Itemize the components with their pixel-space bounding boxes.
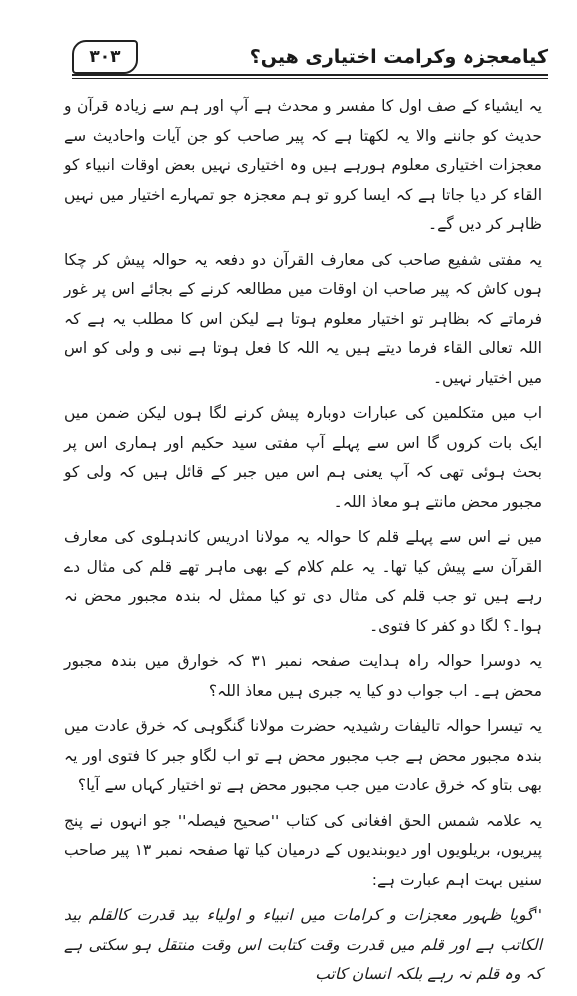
page-header bbox=[72, 40, 548, 82]
running-title: کیامعجزہ وکرامت اختیاری ھیں؟ bbox=[249, 46, 548, 68]
paragraph-6: یہ تیسرا حوالہ تالیفات رشیدیہ حضرت مولانا گنگوہی کہ خرق عادت میں بندہ مجبور محض ہے جب مجبور محض ہے تو اب لگاو جبر کا فتوی اور یہ بھی بتاو کہ خرق عادت میں جب مجبور محض ہے تو اختیار کہاں سے آیا؟ bbox=[64, 717, 542, 794]
page-body bbox=[64, 92, 542, 996]
page-number-badge: ۳۰۳ bbox=[72, 40, 138, 74]
paragraph-2: یہ مفتی شفیع صاحب کی معارف القرآن دو دفعہ یہ حوالہ پیش کر چکا ہوں کاش کہ پیر صاحب ان اوقات میں مطالعہ کرنے کے بجائے اس پر غور فرماتے کہ بظاہر تو اختیار معلوم ہوتا ہے لیکن اس کا مطلب یہ ہے کہ اللہ تعالی القاء فرما دیتے ہیں یہ اللہ کا فعل ہوتا ہے نبی و ولی کو اس میں اختیار نہیں۔ bbox=[64, 250, 542, 387]
paragraph-1: یہ ایشیاء کے صف اول کا مفسر و محدث ہے آپ اور ہم سے زیادہ قرآن و حدیث کو جاننے والا یہ لکھتا ہے کہ پیر صاحب کو جن آیات واحادیث سے معجزات اختیاری معلوم ہورہے ہیں وہ اختیاری نہیں بعض اوقات انبیاء کو القاء کر دیا جاتا ہے کہ ایسا کرو تو ہم معجزہ جو تمہارے اختیار میں نہیں ظاہر کر دیں گے۔ bbox=[64, 97, 542, 233]
paragraph-7: یہ علامہ شمس الحق افغانی کی کتاب ''صحیح فیصلہ'' جو انہوں نے پنج پیریوں، بریلویوں اور دیوبندیوں کے درمیان کیا تھا صفحہ نمبر ۱۳ پیر صاحب سنیں بہت اہم عبارت ہے: bbox=[64, 811, 542, 889]
paragraph-3: اب میں متکلمین کی عبارات دوبارہ پیش کرنے لگا ہوں لیکن ضمن میں ایک بات کروں گا اس سے پہلے آپ مفتی سید حکیم اور ہماری اس پر بحث ہوئی تھی کہ آپ یعنی ہم اس میں جبر کے قائل ہیں کہ ولی کو مجبور محض مانتے ہو معاذ اللہ۔ bbox=[64, 404, 542, 511]
header-rule bbox=[72, 74, 548, 79]
quoted-passage: ''گویا ظہور معجزات و کرامات میں انبیاء و اولیاء بید قدرت کالقلم بید الکاتب ہے اور قلم میں قدرت وقت کتابت اس وقت منتقل ہو سکتی ہے کہ وہ قلم نہ رہے بلکہ انسان کاتب bbox=[64, 906, 542, 983]
paragraph-4: میں نے اس سے پہلے قلم کا حوالہ یہ مولانا ادریس کاندہلوی کی معارف القرآن سے پیش کیا تھا۔ یہ علم کلام کے بھی ماہر تھے قلم کی مثال دے رہے ہیں تو جب قلم کی مثال دی تو کیا ممثل لہ بندہ مجبور محض نہ ہوا۔؟ لگا دو کفر کا فتوی۔ bbox=[64, 528, 542, 635]
paragraph-5: یہ دوسرا حوالہ راہ ہدایت صفحہ نمبر ۳۱ کہ خوارق میں بندہ مجبور محض ہے۔ اب جواب دو کیا یہ جبری ہیں معاذ اللہ؟ bbox=[64, 652, 542, 700]
